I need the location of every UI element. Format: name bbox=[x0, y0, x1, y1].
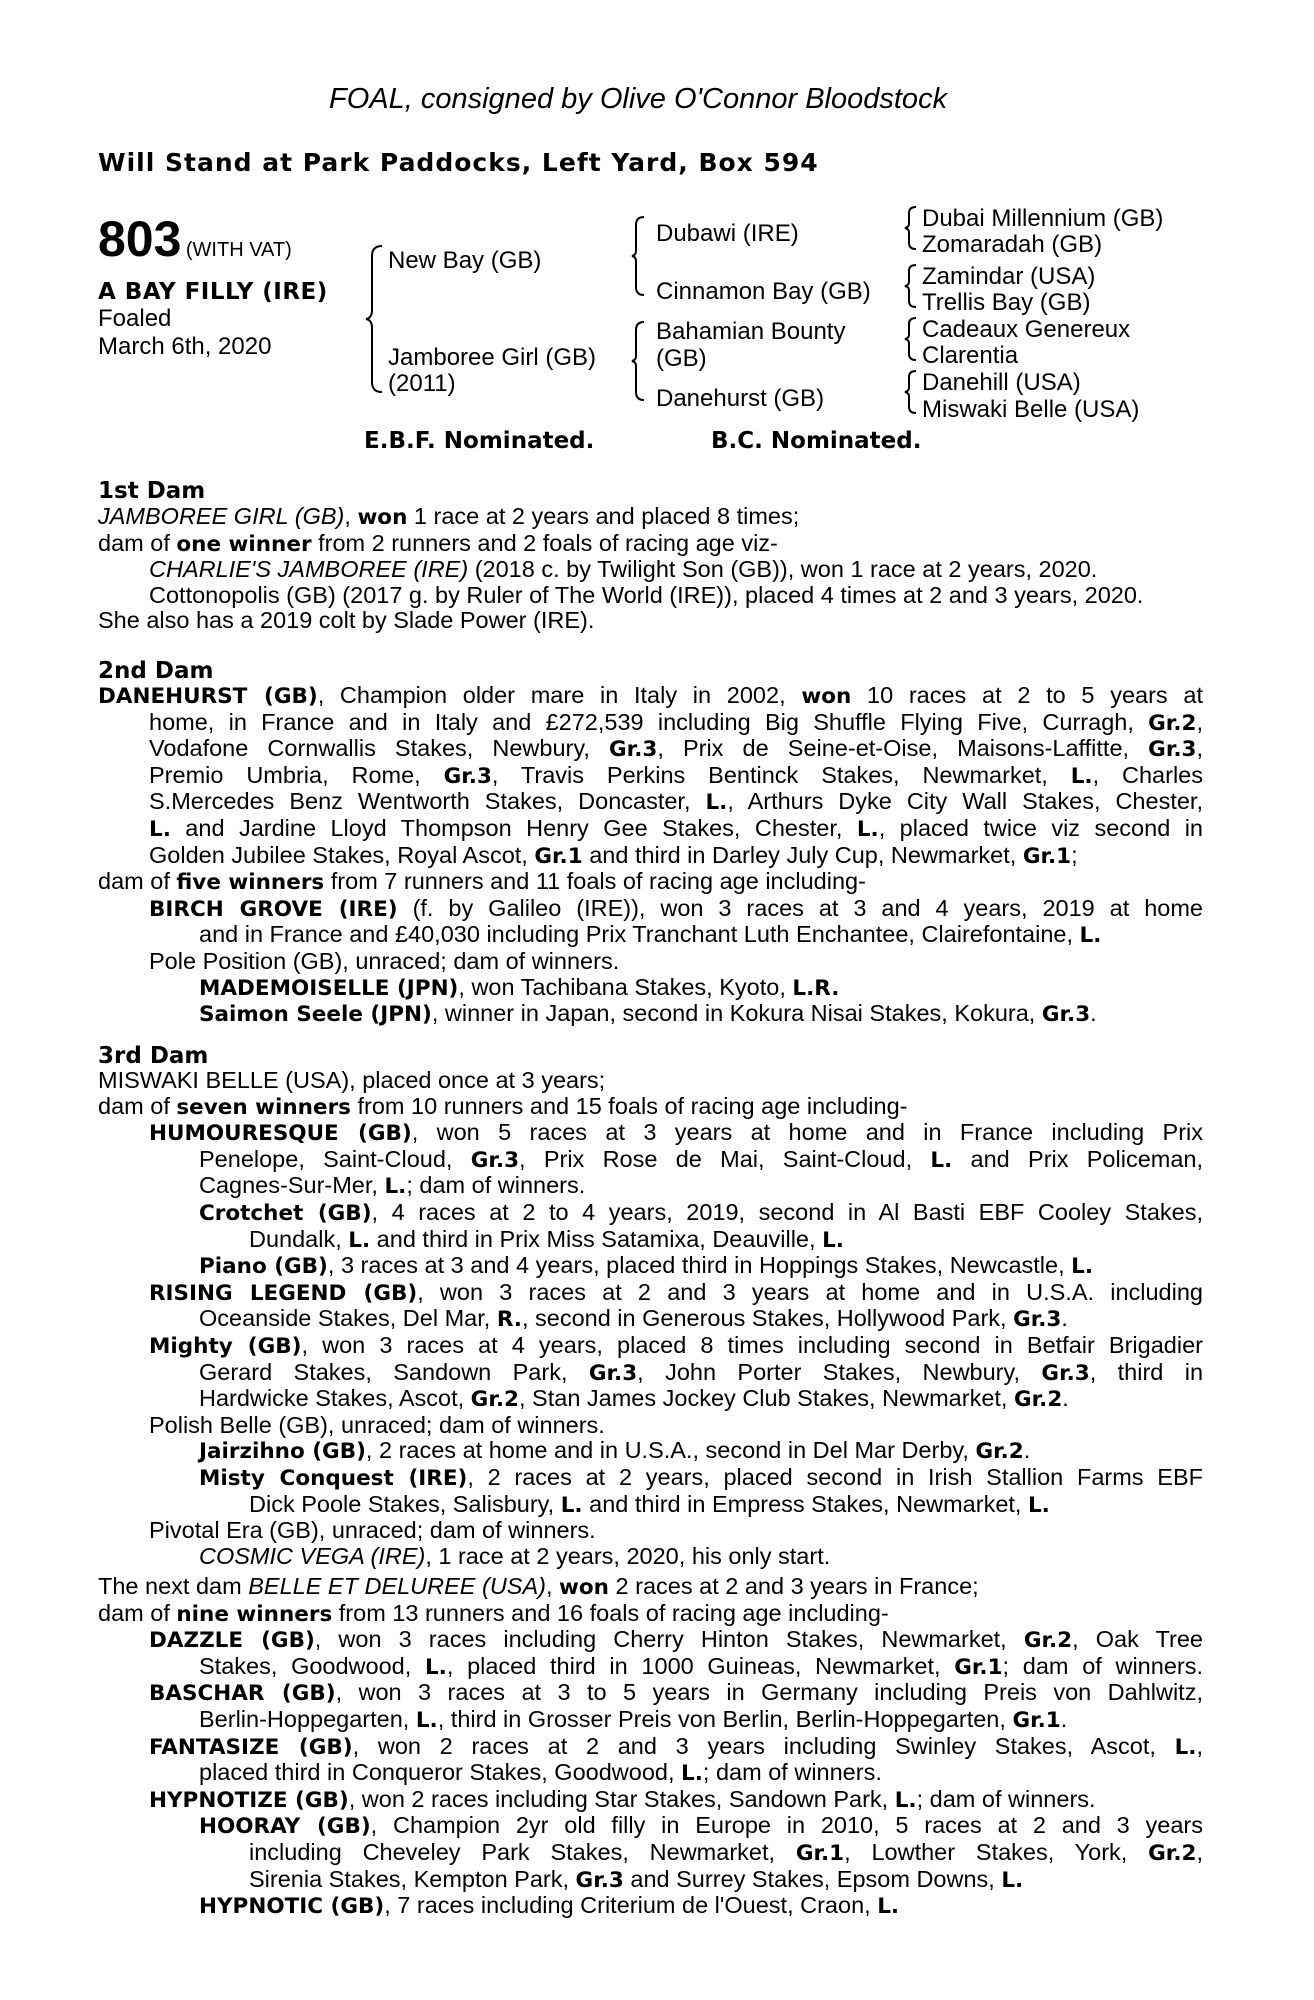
text-line: CHARLIE'S JAMBOREE (IRE) (2018 c. by Twilight Son (GB)), won 1 race at 2 years, 2020. bbox=[149, 556, 1098, 583]
text-line: Cagnes-Sur-Mer, L.; dam of winners. bbox=[199, 1172, 586, 1200]
text-line: HUMOURESQUE (GB), won 5 races at 3 years at home and in France including Prix bbox=[149, 1119, 1204, 1147]
text-line: Hardwicke Stakes, Ascot, Gr.2, Stan James Jockey Club Stakes, Newmarket, Gr.2. bbox=[199, 1385, 1069, 1413]
text-line: Premio Umbria, Rome, Gr.3, Travis Perkins Bentinck Stakes, Newmarket, L., Charles bbox=[149, 761, 1203, 789]
text-line: DANEHURST (GB), Champion older mare in Italy in 2002, won 10 races at 2 to 5 years at bbox=[98, 682, 1203, 709]
text-line: Stakes, Goodwood, L., placed third in 1000 Guineas, Newmarket, Gr.1; dam of winners. bbox=[199, 1652, 1203, 1680]
text-line: FANTASIZE (GB), won 2 races at 2 and 3 years including Swinley Stakes, Ascot, L., bbox=[149, 1732, 1204, 1760]
page-title: FOAL, consigned by Olive O'Connor Bloodstock bbox=[329, 83, 948, 115]
text-line: HYPNOTIZE (GB), won 2 races including Star Stakes, Sandown Park, L.; dam of winners. bbox=[149, 1785, 1096, 1813]
pedigree-brace-g3-2 bbox=[903, 263, 921, 309]
text-line: BASCHAR (GB), won 3 races at 3 to 5 years in Germany including Preis von Dahlwitz, bbox=[149, 1679, 1203, 1707]
text-line: Oceanside Stakes, Del Mar, R., second in Generous Stakes, Hollywood Park, Gr.3. bbox=[199, 1305, 1068, 1333]
text-line: Jairzihno (GB), 2 races at home and in U.S.A., second in Del Mar Derby, Gr.2. bbox=[199, 1437, 1031, 1465]
pedigree-g3-sds: Zamindar (USA) bbox=[922, 263, 1096, 290]
text-line: placed third in Conqueror Stakes, Goodwood, L.; dam of winners. bbox=[199, 1759, 882, 1787]
text-line: JAMBOREE GIRL (GB), won 1 race at 2 years and placed 8 times; bbox=[98, 503, 800, 530]
text-line: The next dam BELLE ET DELUREE (USA), won 2 races at 2 and 3 years in France; bbox=[98, 1573, 979, 1600]
foaled-date: March 6th, 2020 bbox=[98, 333, 272, 360]
text-line: RISING LEGEND (GB), won 3 races at 2 and 3 years at home and in U.S.A. including bbox=[149, 1278, 1203, 1306]
text-line: HYPNOTIC (GB), 7 races including Criterium de l'Ouest, Craon, L. bbox=[199, 1892, 900, 1920]
lot-name: A BAY FILLY (IRE) bbox=[98, 279, 328, 305]
lot-number-row bbox=[98, 210, 292, 268]
pedigree-g3-sss: Dubai Millennium (GB) bbox=[922, 205, 1164, 232]
pedigree-sire-dam: Cinnamon Bay (GB) bbox=[656, 278, 871, 305]
text-line: Piano (GB), 3 races at 3 and 4 years, placed third in Hoppings Stakes, Newcastle, L. bbox=[199, 1252, 1094, 1280]
text-line: and in France and £40,030 including Prix Tranchant Luth Enchantee, Clairefontaine, L. bbox=[199, 921, 1102, 949]
text-line: dam of nine winners from 13 runners and 16 foals of racing age including- bbox=[98, 1599, 889, 1627]
text-line: Berlin-Hoppegarten, L., third in Grosser Preis von Berlin, Berlin-Hoppegarten, Gr.1. bbox=[199, 1705, 1068, 1733]
third-dam-body bbox=[98, 1068, 1203, 1569]
pedigree-g3-sdd: Trellis Bay (GB) bbox=[922, 289, 1091, 316]
pedigree-dam-line1: Jamboree Girl (GB) bbox=[388, 344, 597, 371]
text-line: including Cheveley Park Stakes, Newmarket, Gr.1, Lowther Stakes, York, Gr.2, bbox=[249, 1838, 1203, 1866]
second-dam-body bbox=[98, 683, 1203, 1028]
first-dam-title: 1st Dam bbox=[98, 478, 206, 504]
pedigree-dam-sire-line1: Bahamian Bounty bbox=[656, 318, 846, 345]
first-dam-body bbox=[98, 504, 1203, 634]
pedigree-brace-sire bbox=[630, 215, 650, 297]
text-line: HOORAY (GB), Champion 2yr old filly in Europe in 2010, 5 races at 2 and 3 years bbox=[199, 1812, 1203, 1840]
pedigree-dam-sire-line2: (GB) bbox=[656, 345, 707, 372]
pedigree-brace-gen1 bbox=[364, 244, 390, 394]
text-line: S.Mercedes Benz Wentworth Stakes, Doncaster, L., Arthurs Dyke City Wall Stakes, Chester, bbox=[149, 788, 1203, 816]
text-line: COSMIC VEGA (IRE), 1 race at 2 years, 2020, his only start. bbox=[199, 1542, 831, 1569]
text-line: MISWAKI BELLE (USA), placed once at 3 years; bbox=[98, 1067, 606, 1093]
pedigree-sire-sire: Dubawi (IRE) bbox=[656, 220, 799, 247]
text-line: dam of one winner from 2 runners and 2 foals of racing age viz- bbox=[98, 529, 778, 557]
foaled-label: Foaled bbox=[98, 305, 172, 332]
pedigree-brace-dam bbox=[630, 320, 650, 402]
text-line: Cottonopolis (GB) (2017 g. by Ruler of The World (IRE)), placed 4 times at 2 and 3 years, 2020. bbox=[149, 581, 1144, 608]
text-line: Polish Belle (GB), unraced; dam of winners. bbox=[149, 1411, 605, 1438]
text-line: L. and Jardine Lloyd Thompson Henry Gee Stakes, Chester, L., placed twice viz second in bbox=[149, 814, 1203, 842]
text-line: She also has a 2019 colt by Slade Power (IRE). bbox=[98, 607, 595, 634]
pedigree-g3-dss: Cadeaux Genereux bbox=[922, 316, 1131, 343]
pedigree-g3-ddd: Miswaki Belle (USA) bbox=[922, 396, 1140, 423]
text-line: Saimon Seele (JPN), winner in Japan, second in Kokura Nisai Stakes, Kokura, Gr.3. bbox=[199, 1000, 1097, 1028]
text-line: Pivotal Era (GB), unraced; dam of winners. bbox=[149, 1517, 596, 1544]
text-line: BIRCH GROVE (IRE) (f. by Galileo (IRE)), won 3 races at 3 and 4 years, 2019 at home bbox=[149, 894, 1204, 922]
text-line: home, in France and in Italy and £272,539 including Big Shuffle Flying Five, Curragh, Gr.2, bbox=[149, 708, 1203, 736]
text-line: Mighty (GB), won 3 races at 4 years, placed 8 times including second in Betfair Brigadier bbox=[149, 1331, 1203, 1359]
pedigree-dam-dam: Danehurst (GB) bbox=[656, 385, 825, 412]
pedigree-brace-g3-1 bbox=[903, 205, 921, 251]
text-line: Misty Conquest (IRE), 2 races at 2 years, placed second in Irish Stallion Farms EBF bbox=[199, 1463, 1203, 1491]
text-line: Pole Position (GB), unraced; dam of winners. bbox=[149, 947, 620, 974]
pedigree-sire: New Bay (GB) bbox=[388, 247, 542, 274]
text-line: MADEMOISELLE (JPN), won Tachibana Stakes, Kyoto, L.R. bbox=[199, 973, 840, 1001]
pedigree-brace-g3-3 bbox=[903, 316, 921, 362]
text-line: Gerard Stakes, Sandown Park, Gr.3, John Porter Stakes, Newbury, Gr.3, third in bbox=[199, 1358, 1204, 1386]
bc-nominated: B.C. Nominated. bbox=[711, 428, 922, 454]
pedigree-g3-dds: Danehill (USA) bbox=[922, 369, 1081, 396]
stand-location: Will Stand at Park Paddocks, Left Yard, Box 594 bbox=[98, 148, 819, 177]
third-dam-title: 3rd Dam bbox=[98, 1043, 209, 1069]
text-line: DAZZLE (GB), won 3 races including Cherry Hinton Stakes, Newmarket, Gr.2, Oak Tree bbox=[149, 1626, 1203, 1654]
text-line: Dick Poole Stakes, Salisbury, L. and third in Empress Stakes, Newmarket, L. bbox=[249, 1490, 1050, 1518]
text-line: Golden Jubilee Stakes, Royal Ascot, Gr.1 and third in Darley July Cup, Newmarket, Gr.1; bbox=[149, 841, 1078, 869]
pedigree-g3-dsd: Clarentia bbox=[922, 342, 1019, 369]
text-line: dam of seven winners from 10 runners and 15 foals of racing age including- bbox=[98, 1092, 908, 1120]
second-dam-title: 2nd Dam bbox=[98, 658, 214, 684]
text-line: Dundalk, L. and third in Prix Miss Satamixa, Deauville, L. bbox=[249, 1225, 844, 1253]
lot-number: 803 bbox=[98, 211, 182, 267]
text-line: Crotchet (GB), 4 races at 2 to 4 years, 2019, second in Al Basti EBF Cooley Stakes, bbox=[199, 1198, 1203, 1226]
ebf-nominated: E.B.F. Nominated. bbox=[364, 428, 595, 454]
pedigree-brace-g3-4 bbox=[903, 369, 921, 415]
pedigree-g3-ssd: Zomaradah (GB) bbox=[922, 231, 1103, 258]
vat-label: (WITH VAT) bbox=[185, 239, 292, 261]
next-dam-body bbox=[98, 1574, 1203, 1920]
text-line: Vodafone Cornwallis Stakes, Newbury, Gr.3, Prix de Seine-et-Oise, Maisons-Laffitte, Gr.3, bbox=[149, 735, 1204, 763]
text-line: dam of five winners from 7 runners and 11 foals of racing age including- bbox=[98, 868, 866, 896]
pedigree-dam-line2: (2011) bbox=[388, 370, 456, 397]
text-line: Sirenia Stakes, Kempton Park, Gr.3 and Surrey Stakes, Epsom Downs, L. bbox=[249, 1865, 1024, 1893]
text-line: Penelope, Saint-Cloud, Gr.3, Prix Rose de Mai, Saint-Cloud, L. and Prix Policeman, bbox=[199, 1145, 1204, 1173]
